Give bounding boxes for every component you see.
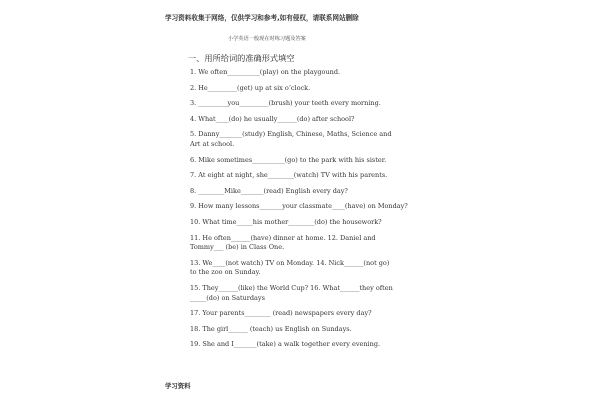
question-text-continued: to the zoo on Sunday. [190,268,261,277]
question-text: 15. They______(like) the World Cup? 16. What______they often [190,283,393,292]
question-item [190,130,430,149]
question-text: 11. He often______(have) dinner at home. 12. Daniel and [190,233,376,242]
question-text: 1. We often__________(play) on the playgound. [190,68,341,76]
question-item [190,68,430,78]
question-text: 18. The girl______ (teach) us English on Sundays. [190,324,352,333]
question-text: 9. How many lessons_______your classmate____(have) on Monday? [190,202,408,211]
question-item [190,309,430,319]
question-list [190,68,430,356]
question-text: 8. ________Mike_______(read) English every day? [190,186,348,195]
question-item [190,84,430,94]
header-disclaimer: 学习资料收集于网络，仅供学习和参考,如有侵权，请联系网站删除 [165,14,359,22]
question-text: 17. Your parents________ (read) newspapers every day? [190,309,372,318]
question-text: 7. At eight at night, she________(watch) TV with his parents. [190,171,388,180]
question-text: 2. He_________(get) up at six o’clock. [190,83,311,92]
question-text-continued: Art at school. [190,139,235,148]
question-item [190,171,430,181]
footer-note: 学习资料 [165,382,191,390]
question-item [190,202,430,212]
question-text: 4. What____(do) he usually______(do) after school? [190,114,355,123]
question-text: 19. She and I_______(take) a walk together every evening. [190,340,381,349]
question-text: 10. What time_____his mother________(do) the housework? [190,217,382,226]
question-item [190,284,430,303]
question-item [190,156,430,166]
question-item [190,234,430,253]
section-heading: 一、用所给词的准确形式填空 [188,53,295,63]
question-item [190,99,430,109]
document-title: 小学英语一般现在时练习题及答案 [228,36,306,42]
question-text: 6. Mike sometimes__________(go) to the park with his sister. [190,155,387,164]
question-item [190,259,430,278]
question-text: 3. _________you_________(brush) your teeth every morning. [190,99,381,108]
question-item [190,340,430,350]
question-item [190,187,430,197]
question-item [190,218,430,228]
question-item [190,325,430,335]
question-text-continued: _____(do) on Saturdays [190,293,265,302]
question-text: 13. We____(not watch) TV on Monday. 14. Nick______(not go) [190,258,390,267]
question-text-continued: Tommy___ (be) in Class One. [190,243,285,252]
question-text: 5. Danny_______(study) English, Chinese, Maths, Science and [190,130,392,139]
question-item [190,115,430,125]
